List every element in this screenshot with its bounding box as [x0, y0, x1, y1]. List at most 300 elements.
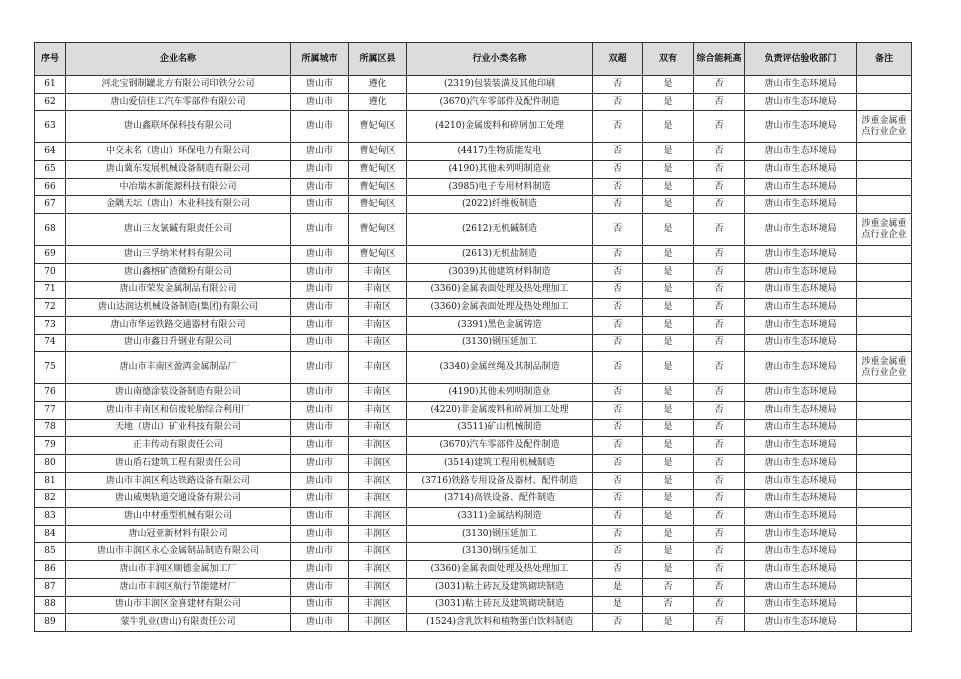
- table-row: [35, 214, 912, 246]
- cell-note: [857, 419, 912, 437]
- cell-city: 唐山市: [291, 401, 349, 419]
- cell-county: 曹妃甸区: [349, 178, 407, 196]
- cell-dual-have: 是: [643, 525, 694, 543]
- cell-note: [857, 281, 912, 299]
- enterprise-table: [34, 42, 912, 632]
- cell-note: [857, 437, 912, 455]
- cell-county: 丰润区: [349, 543, 407, 561]
- cell-dual-have: 是: [643, 614, 694, 632]
- cell-no: 69: [35, 246, 66, 264]
- cell-company: 唐山市丰润区航行节能建材厂: [66, 578, 291, 596]
- cell-city: 唐山市: [291, 161, 349, 179]
- cell-no: 65: [35, 161, 66, 179]
- cell-city: 唐山市: [291, 281, 349, 299]
- table-row: [35, 281, 912, 299]
- cell-county: 丰润区: [349, 490, 407, 508]
- cell-energy-high: 否: [694, 543, 745, 561]
- cell-industry: (3360)金属表面处理及热处理加工: [407, 281, 593, 299]
- table-row: [35, 578, 912, 596]
- cell-dual-have: 是: [643, 508, 694, 526]
- cell-dept: 唐山市生态环境局: [745, 437, 857, 455]
- cell-energy-high: 否: [694, 316, 745, 334]
- cell-energy-high: 否: [694, 455, 745, 473]
- cell-dept: 唐山市生态环境局: [745, 352, 857, 384]
- cell-dept: 唐山市生态环境局: [745, 490, 857, 508]
- cell-company: 唐山市丰润区顺德金属加工厂: [66, 561, 291, 579]
- cell-dual-exceed: 是: [593, 596, 643, 614]
- cell-energy-high: 否: [694, 437, 745, 455]
- cell-city: 唐山市: [291, 316, 349, 334]
- cell-energy-high: 否: [694, 508, 745, 526]
- cell-company: 唐山中材重型机械有限公司: [66, 508, 291, 526]
- cell-county: 丰润区: [349, 472, 407, 490]
- cell-city: 唐山市: [291, 578, 349, 596]
- cell-dual-have: 是: [643, 111, 694, 143]
- cell-energy-high: 否: [694, 419, 745, 437]
- cell-energy-high: 否: [694, 281, 745, 299]
- table-row: [35, 525, 912, 543]
- cell-dept: 唐山市生态环境局: [745, 246, 857, 264]
- table-row: [35, 161, 912, 179]
- cell-dual-have: 是: [643, 437, 694, 455]
- header-energy-high: 综合能耗高: [694, 43, 745, 76]
- cell-energy-high: 否: [694, 178, 745, 196]
- cell-company: 唐山冀东发展机械设备制造有限公司: [66, 161, 291, 179]
- cell-company: 唐山鑫联环保科技有限公司: [66, 111, 291, 143]
- table-row: [35, 437, 912, 455]
- cell-no: 83: [35, 508, 66, 526]
- cell-county: 丰润区: [349, 614, 407, 632]
- cell-dual-have: 是: [643, 472, 694, 490]
- cell-dept: 唐山市生态环境局: [745, 596, 857, 614]
- cell-industry: (3985)电子专用材料制造: [407, 178, 593, 196]
- cell-city: 唐山市: [291, 143, 349, 161]
- cell-note: [857, 196, 912, 214]
- cell-dept: 唐山市生态环境局: [745, 281, 857, 299]
- cell-industry: (3311)金属结构制造: [407, 508, 593, 526]
- cell-energy-high: 否: [694, 596, 745, 614]
- cell-industry: (3714)高铁设备、配件制造: [407, 490, 593, 508]
- cell-company: 中交未名（唐山）环保电力有限公司: [66, 143, 291, 161]
- cell-dual-have: 是: [643, 214, 694, 246]
- cell-no: 86: [35, 561, 66, 579]
- cell-energy-high: 否: [694, 111, 745, 143]
- cell-county: 丰南区: [349, 263, 407, 281]
- cell-industry: (3130)钢压延加工: [407, 543, 593, 561]
- cell-company: 天地（唐山）矿业科技有限公司: [66, 419, 291, 437]
- table-row: [35, 508, 912, 526]
- cell-note: [857, 178, 912, 196]
- cell-industry: (3340)金属丝绳及其制品制造: [407, 352, 593, 384]
- cell-energy-high: 否: [694, 561, 745, 579]
- cell-city: 唐山市: [291, 455, 349, 473]
- cell-note: 涉重金属重点行业企业: [857, 214, 912, 246]
- cell-note: [857, 508, 912, 526]
- cell-industry: (3511)矿山机械制造: [407, 419, 593, 437]
- table-row: [35, 561, 912, 579]
- cell-energy-high: 否: [694, 93, 745, 111]
- cell-industry: (3514)建筑工程用机械制造: [407, 455, 593, 473]
- cell-no: 89: [35, 614, 66, 632]
- cell-energy-high: 否: [694, 614, 745, 632]
- cell-energy-high: 否: [694, 299, 745, 317]
- cell-no: 61: [35, 76, 66, 94]
- cell-energy-high: 否: [694, 490, 745, 508]
- cell-note: 涉重金属重点行业企业: [857, 111, 912, 143]
- cell-no: 64: [35, 143, 66, 161]
- cell-dept: 唐山市生态环境局: [745, 143, 857, 161]
- cell-energy-high: 否: [694, 161, 745, 179]
- cell-dual-exceed: 否: [593, 299, 643, 317]
- cell-dual-have: 是: [643, 455, 694, 473]
- cell-company: 蒙牛乳业(唐山)有限责任公司: [66, 614, 291, 632]
- cell-industry: (2022)纤维板制造: [407, 196, 593, 214]
- cell-county: 丰润区: [349, 578, 407, 596]
- cell-city: 唐山市: [291, 334, 349, 352]
- cell-no: 82: [35, 490, 66, 508]
- cell-note: [857, 455, 912, 473]
- cell-energy-high: 否: [694, 578, 745, 596]
- cell-dual-have: 是: [643, 93, 694, 111]
- cell-company: 唐山盾石建筑工程有限责任公司: [66, 455, 291, 473]
- cell-company: 唐山市华运铁路交通器材有限公司: [66, 316, 291, 334]
- cell-dual-have: 是: [643, 334, 694, 352]
- cell-dept: 唐山市生态环境局: [745, 196, 857, 214]
- cell-no: 63: [35, 111, 66, 143]
- cell-city: 唐山市: [291, 508, 349, 526]
- cell-dual-have: 是: [643, 543, 694, 561]
- cell-dual-have: 是: [643, 299, 694, 317]
- table-row: [35, 111, 912, 143]
- cell-dual-have: 是: [643, 384, 694, 402]
- cell-dual-exceed: 否: [593, 614, 643, 632]
- cell-dual-exceed: 否: [593, 334, 643, 352]
- cell-dual-have: 是: [643, 281, 694, 299]
- cell-industry: (3039)其他建筑材料制造: [407, 263, 593, 281]
- cell-industry: (4190)其他未列明制造业: [407, 161, 593, 179]
- cell-industry: (3670)汽车零部件及配件制造: [407, 93, 593, 111]
- cell-dual-exceed: 否: [593, 437, 643, 455]
- cell-energy-high: 否: [694, 384, 745, 402]
- cell-industry: (3031)粘土砖瓦及建筑砌块制造: [407, 596, 593, 614]
- cell-city: 唐山市: [291, 246, 349, 264]
- cell-company: 唐山威奥轨道交通设备有限公司: [66, 490, 291, 508]
- cell-dual-exceed: 否: [593, 384, 643, 402]
- table-row: [35, 196, 912, 214]
- cell-dual-exceed: 是: [593, 578, 643, 596]
- cell-industry: (4417)生物质能发电: [407, 143, 593, 161]
- cell-county: 丰南区: [349, 281, 407, 299]
- cell-energy-high: 否: [694, 472, 745, 490]
- table-row: [35, 299, 912, 317]
- cell-dual-exceed: 否: [593, 161, 643, 179]
- cell-dept: 唐山市生态环境局: [745, 76, 857, 94]
- cell-dual-exceed: 否: [593, 178, 643, 196]
- cell-dual-have: 是: [643, 352, 694, 384]
- cell-dept: 唐山市生态环境局: [745, 455, 857, 473]
- cell-county: 丰润区: [349, 561, 407, 579]
- cell-no: 80: [35, 455, 66, 473]
- cell-city: 唐山市: [291, 614, 349, 632]
- cell-industry: (2319)包装装潢及其他印刷: [407, 76, 593, 94]
- cell-note: [857, 76, 912, 94]
- cell-county: 曹妃甸区: [349, 214, 407, 246]
- cell-city: 唐山市: [291, 543, 349, 561]
- cell-county: 曹妃甸区: [349, 246, 407, 264]
- cell-dual-have: 是: [643, 561, 694, 579]
- cell-dept: 唐山市生态环境局: [745, 419, 857, 437]
- cell-dual-have: 否: [643, 578, 694, 596]
- cell-company: 唐山市丰南区和信废轮胎综合利用厂: [66, 401, 291, 419]
- cell-company: 唐山市丰南区盈鸿金属制品厂: [66, 352, 291, 384]
- cell-dept: 唐山市生态环境局: [745, 401, 857, 419]
- cell-dual-exceed: 否: [593, 419, 643, 437]
- cell-city: 唐山市: [291, 525, 349, 543]
- cell-dual-have: 是: [643, 316, 694, 334]
- cell-county: 丰润区: [349, 455, 407, 473]
- cell-dual-exceed: 否: [593, 561, 643, 579]
- cell-no: 77: [35, 401, 66, 419]
- cell-county: 丰南区: [349, 299, 407, 317]
- cell-no: 85: [35, 543, 66, 561]
- cell-note: [857, 246, 912, 264]
- cell-county: 曹妃甸区: [349, 143, 407, 161]
- cell-note: [857, 561, 912, 579]
- cell-county: 丰润区: [349, 508, 407, 526]
- table-row: [35, 543, 912, 561]
- header-industry: 行业小类名称: [407, 43, 593, 76]
- cell-county: 曹妃甸区: [349, 111, 407, 143]
- cell-city: 唐山市: [291, 472, 349, 490]
- cell-industry: (3670)汽车零部件及配件制造: [407, 437, 593, 455]
- cell-dept: 唐山市生态环境局: [745, 578, 857, 596]
- cell-company: 唐山冠亚新材料有限公司: [66, 525, 291, 543]
- cell-company: 唐山三友氯碱有限责任公司: [66, 214, 291, 246]
- cell-city: 唐山市: [291, 76, 349, 94]
- table-row: [35, 596, 912, 614]
- cell-industry: (3716)铁路专用设备及器材、配件制造: [407, 472, 593, 490]
- header-no: 序号: [35, 43, 66, 76]
- cell-no: 79: [35, 437, 66, 455]
- cell-energy-high: 否: [694, 401, 745, 419]
- cell-city: 唐山市: [291, 419, 349, 437]
- header-city: 所属城市: [291, 43, 349, 76]
- cell-company: 唐山市荣发金属制品有限公司: [66, 281, 291, 299]
- table-row: [35, 316, 912, 334]
- cell-city: 唐山市: [291, 263, 349, 281]
- table-row: [35, 384, 912, 402]
- cell-industry: (2613)无机盐制造: [407, 246, 593, 264]
- header-dual-have: 双有: [643, 43, 694, 76]
- cell-city: 唐山市: [291, 596, 349, 614]
- table-row: [35, 455, 912, 473]
- cell-energy-high: 否: [694, 352, 745, 384]
- cell-company: 唐山市丰润区利达铁路设备有限公司: [66, 472, 291, 490]
- cell-note: [857, 93, 912, 111]
- cell-dual-exceed: 否: [593, 214, 643, 246]
- cell-dept: 唐山市生态环境局: [745, 263, 857, 281]
- cell-no: 74: [35, 334, 66, 352]
- cell-city: 唐山市: [291, 93, 349, 111]
- cell-dept: 唐山市生态环境局: [745, 214, 857, 246]
- cell-industry: (3360)金属表面处理及热处理加工: [407, 299, 593, 317]
- cell-dual-exceed: 否: [593, 401, 643, 419]
- cell-dual-exceed: 否: [593, 196, 643, 214]
- cell-dept: 唐山市生态环境局: [745, 561, 857, 579]
- cell-company: 唐山达润达机械设备制造(集团)有限公司: [66, 299, 291, 317]
- table-row: [35, 93, 912, 111]
- cell-city: 唐山市: [291, 178, 349, 196]
- cell-county: 丰南区: [349, 384, 407, 402]
- cell-dept: 唐山市生态环境局: [745, 508, 857, 526]
- cell-company: 唐山南德涂装设备制造有限公司: [66, 384, 291, 402]
- cell-no: 62: [35, 93, 66, 111]
- cell-no: 78: [35, 419, 66, 437]
- cell-dual-have: 是: [643, 196, 694, 214]
- cell-city: 唐山市: [291, 111, 349, 143]
- cell-industry: (3130)钢压延加工: [407, 525, 593, 543]
- cell-no: 71: [35, 281, 66, 299]
- cell-energy-high: 否: [694, 196, 745, 214]
- cell-energy-high: 否: [694, 334, 745, 352]
- cell-county: 丰润区: [349, 437, 407, 455]
- cell-dual-exceed: 否: [593, 490, 643, 508]
- cell-city: 唐山市: [291, 196, 349, 214]
- table-row: [35, 246, 912, 264]
- cell-note: [857, 525, 912, 543]
- cell-industry: (4220)非金属废料和碎屑加工处理: [407, 401, 593, 419]
- cell-no: 67: [35, 196, 66, 214]
- table-row: [35, 614, 912, 632]
- cell-note: [857, 472, 912, 490]
- cell-dual-have: 是: [643, 490, 694, 508]
- cell-dual-exceed: 否: [593, 472, 643, 490]
- cell-dept: 唐山市生态环境局: [745, 93, 857, 111]
- cell-industry: (3391)黑色金属铸造: [407, 316, 593, 334]
- table-row: [35, 472, 912, 490]
- cell-dual-exceed: 否: [593, 111, 643, 143]
- cell-dual-exceed: 否: [593, 246, 643, 264]
- cell-industry: (3360)金属表面处理及热处理加工: [407, 561, 593, 579]
- table-row: [35, 76, 912, 94]
- cell-dept: 唐山市生态环境局: [745, 178, 857, 196]
- cell-dual-exceed: 否: [593, 455, 643, 473]
- cell-county: 遵化: [349, 93, 407, 111]
- cell-city: 唐山市: [291, 490, 349, 508]
- cell-note: [857, 143, 912, 161]
- table-row: [35, 178, 912, 196]
- cell-dept: 唐山市生态环境局: [745, 525, 857, 543]
- cell-dual-exceed: 否: [593, 525, 643, 543]
- cell-no: 87: [35, 578, 66, 596]
- cell-dual-exceed: 否: [593, 316, 643, 334]
- cell-dept: 唐山市生态环境局: [745, 299, 857, 317]
- table-row: [35, 490, 912, 508]
- cell-city: 唐山市: [291, 214, 349, 246]
- cell-county: 丰南区: [349, 316, 407, 334]
- cell-energy-high: 否: [694, 246, 745, 264]
- cell-county: 曹妃甸区: [349, 196, 407, 214]
- cell-company: 中冶瑞木新能源科技有限公司: [66, 178, 291, 196]
- cell-no: 75: [35, 352, 66, 384]
- table-row: [35, 352, 912, 384]
- cell-energy-high: 否: [694, 76, 745, 94]
- cell-no: 68: [35, 214, 66, 246]
- table-header-row: [35, 43, 912, 76]
- cell-dual-exceed: 否: [593, 543, 643, 561]
- cell-dual-exceed: 否: [593, 93, 643, 111]
- table-row: [35, 263, 912, 281]
- cell-company: 唐山市丰润区金喜建材有限公司: [66, 596, 291, 614]
- cell-note: [857, 578, 912, 596]
- header-dual-exceed: 双超: [593, 43, 643, 76]
- cell-dual-have: 是: [643, 161, 694, 179]
- cell-county: 丰润区: [349, 596, 407, 614]
- cell-company: 唐山爱信佳工汽车零部件有限公司: [66, 93, 291, 111]
- header-county: 所属区县: [349, 43, 407, 76]
- table-body: [35, 76, 912, 632]
- cell-dept: 唐山市生态环境局: [745, 316, 857, 334]
- cell-dual-have: 是: [643, 76, 694, 94]
- cell-note: [857, 299, 912, 317]
- cell-dual-have: 是: [643, 246, 694, 264]
- cell-industry: (4190)其他未列明制造业: [407, 384, 593, 402]
- cell-dept: 唐山市生态环境局: [745, 111, 857, 143]
- cell-no: 73: [35, 316, 66, 334]
- cell-note: [857, 316, 912, 334]
- cell-city: 唐山市: [291, 561, 349, 579]
- cell-dept: 唐山市生态环境局: [745, 614, 857, 632]
- cell-dual-have: 是: [643, 419, 694, 437]
- cell-industry: (3031)粘土砖瓦及建筑砌块制造: [407, 578, 593, 596]
- cell-company: 唐山三孚纳米材料有限公司: [66, 246, 291, 264]
- cell-dual-exceed: 否: [593, 352, 643, 384]
- cell-industry: (2612)无机碱制造: [407, 214, 593, 246]
- cell-dual-exceed: 否: [593, 263, 643, 281]
- cell-dept: 唐山市生态环境局: [745, 334, 857, 352]
- cell-company: 河北宝钢制罐北方有限公司印铁分公司: [66, 76, 291, 94]
- cell-no: 72: [35, 299, 66, 317]
- cell-dual-have: 是: [643, 401, 694, 419]
- cell-no: 66: [35, 178, 66, 196]
- cell-dept: 唐山市生态环境局: [745, 161, 857, 179]
- cell-company: 金隅天坛（唐山）木业科技有限公司: [66, 196, 291, 214]
- cell-energy-high: 否: [694, 214, 745, 246]
- cell-county: 丰南区: [349, 334, 407, 352]
- cell-dual-have: 否: [643, 596, 694, 614]
- cell-city: 唐山市: [291, 437, 349, 455]
- cell-city: 唐山市: [291, 384, 349, 402]
- cell-industry: (4210)金属废料和碎屑加工处理: [407, 111, 593, 143]
- cell-county: 丰南区: [349, 352, 407, 384]
- cell-dual-have: 是: [643, 143, 694, 161]
- cell-note: [857, 614, 912, 632]
- table-row: [35, 143, 912, 161]
- cell-county: 丰南区: [349, 419, 407, 437]
- cell-city: 唐山市: [291, 299, 349, 317]
- cell-energy-high: 否: [694, 263, 745, 281]
- cell-dual-exceed: 否: [593, 76, 643, 94]
- cell-county: 曹妃甸区: [349, 161, 407, 179]
- cell-note: [857, 384, 912, 402]
- cell-dept: 唐山市生态环境局: [745, 472, 857, 490]
- cell-county: 丰润区: [349, 525, 407, 543]
- cell-dept: 唐山市生态环境局: [745, 384, 857, 402]
- cell-county: 遵化: [349, 76, 407, 94]
- cell-dual-exceed: 否: [593, 281, 643, 299]
- cell-note: [857, 161, 912, 179]
- cell-no: 76: [35, 384, 66, 402]
